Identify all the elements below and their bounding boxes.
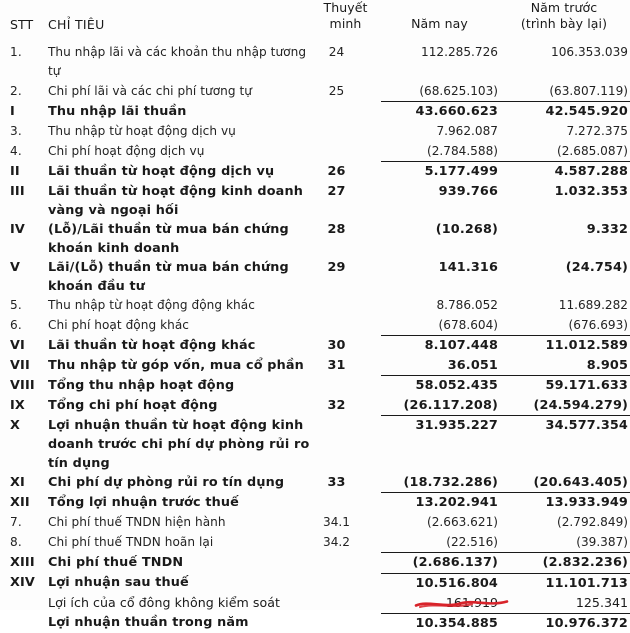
row-note-ref: 28 — [310, 220, 381, 258]
table-row — [0, 142, 630, 162]
row-item: Chi phí thuế TNDN hiện hành — [38, 513, 310, 533]
row-current-value: 58.052.435 — [381, 376, 505, 396]
row-stt: 4. — [0, 142, 38, 162]
row-stt: 1. — [0, 43, 38, 82]
row-previous-value: (20.643.405) — [505, 473, 630, 493]
row-current-value: 112.285.726 — [381, 43, 505, 82]
row-previous-value: 11.012.589 — [505, 336, 630, 356]
header-current-year — [381, 0, 505, 36]
table-row — [0, 473, 630, 493]
header-stt: STT — [0, 0, 38, 36]
row-stt: XII — [0, 493, 38, 513]
header-note — [310, 0, 381, 36]
row-current-value: 141.316 — [381, 258, 505, 296]
table-row — [0, 258, 630, 296]
row-previous-value: (63.807.119) — [505, 82, 630, 102]
row-previous-value: (676.693) — [505, 316, 630, 336]
row-note-ref — [310, 593, 381, 613]
row-current-value: 36.051 — [381, 356, 505, 376]
row-item: Chi phí hoạt động dịch vụ — [38, 142, 310, 162]
header-previous-line1: Năm trước — [505, 0, 623, 16]
table-row — [0, 162, 630, 182]
row-previous-value: 59.171.633 — [505, 376, 630, 396]
table-row — [0, 102, 630, 122]
row-note-ref — [310, 416, 381, 473]
row-note-ref — [310, 553, 381, 574]
row-note-ref: 30 — [310, 336, 381, 356]
row-note-ref — [310, 296, 381, 316]
row-current-value: (68.625.103) — [381, 82, 505, 102]
row-item: Tổng lợi nhuận trước thuế — [38, 493, 310, 513]
table-row — [0, 533, 630, 553]
row-current-value: (10.268) — [381, 220, 505, 258]
header-previous-year — [505, 0, 630, 36]
row-current-value: (2.784.588) — [381, 142, 505, 162]
row-stt: X — [0, 416, 38, 473]
row-item: Lợi ích của cổ đông không kiểm soát — [38, 593, 310, 613]
row-note-ref: 31 — [310, 356, 381, 376]
table-row — [0, 376, 630, 396]
row-note-ref — [310, 122, 381, 142]
row-item: Chi phí dự phòng rủi ro tín dụng — [38, 473, 310, 493]
table-row — [0, 356, 630, 376]
row-current-value: 7.962.087 — [381, 122, 505, 142]
table-row — [0, 416, 630, 473]
row-item: Thu nhập lãi và các khoản thu nhập tương tự — [38, 43, 310, 82]
table-row — [0, 296, 630, 316]
row-current-value: 10.354.885 — [381, 613, 505, 633]
table-row — [0, 122, 630, 142]
row-item: Thu nhập lãi thuần — [38, 102, 310, 122]
row-note-ref — [310, 613, 381, 633]
row-stt: V — [0, 258, 38, 296]
row-note-ref: 34.1 — [310, 513, 381, 533]
row-current-value: 939.766 — [381, 182, 505, 220]
table-row — [0, 82, 630, 102]
row-current-value: 31.935.227 — [381, 416, 505, 473]
row-stt: VIII — [0, 376, 38, 396]
header-note-line1: Thuyết — [323, 0, 367, 15]
row-item: Thu nhập từ hoạt động động khác — [38, 296, 310, 316]
header-previous-line2: (trình bày lại) — [505, 16, 623, 32]
row-note-ref: 29 — [310, 258, 381, 296]
row-note-ref: 33 — [310, 473, 381, 493]
row-current-value: 8.107.448 — [381, 336, 505, 356]
row-current-value: 8.786.052 — [381, 296, 505, 316]
table-row — [0, 316, 630, 336]
row-current-value: 13.202.941 — [381, 493, 505, 513]
row-current-value: (2.663.621) — [381, 513, 505, 533]
row-item: Thu nhập từ hoạt động dịch vụ — [38, 122, 310, 142]
row-current-value: (2.686.137) — [381, 553, 505, 574]
row-stt: 2. — [0, 82, 38, 102]
row-note-ref — [310, 316, 381, 336]
row-note-ref: 32 — [310, 396, 381, 416]
row-note-ref — [310, 493, 381, 513]
row-item: Chi phí thuế TNDN hoãn lại — [38, 533, 310, 553]
row-note-ref: 25 — [310, 82, 381, 102]
header-note-line2: minh — [330, 16, 362, 31]
row-stt: I — [0, 102, 38, 122]
table-row — [0, 396, 630, 416]
row-previous-value: (2.792.849) — [505, 513, 630, 533]
row-previous-value: 9.332 — [505, 220, 630, 258]
row-stt: 6. — [0, 316, 38, 336]
row-item: Lợi nhuận thuần trong năm — [38, 613, 310, 633]
row-stt: II — [0, 162, 38, 182]
table-row — [0, 220, 630, 258]
row-stt: IX — [0, 396, 38, 416]
row-previous-value: 11.689.282 — [505, 296, 630, 316]
table-row — [0, 573, 630, 593]
row-stt: 8. — [0, 533, 38, 553]
row-item: Chi phí hoạt động khác — [38, 316, 310, 336]
row-current-value: (26.117.208) — [381, 396, 505, 416]
row-item: Lãi/(Lỗ) thuần từ mua bán chứng khoán đầu tư — [38, 258, 310, 296]
row-note-ref: 27 — [310, 182, 381, 220]
row-note-ref — [310, 142, 381, 162]
row-item: Tổng chi phí hoạt động — [38, 396, 310, 416]
row-item: Lợi nhuận thuần từ hoạt động kinh doanh trước chi phí dự phòng rủi ro tín dụng — [38, 416, 310, 473]
row-current-value: 161.919 — [381, 593, 505, 613]
header-spacer-cell — [0, 36, 630, 43]
row-previous-value: 7.272.375 — [505, 122, 630, 142]
row-stt: 3. — [0, 122, 38, 142]
row-previous-value: 42.545.920 — [505, 102, 630, 122]
row-stt: XIV — [0, 573, 38, 593]
row-item: Chi phí lãi và các chi phí tương tự — [38, 82, 310, 102]
row-item: Lãi thuần từ hoạt động khác — [38, 336, 310, 356]
row-stt: XIII — [0, 553, 38, 574]
row-previous-value: 13.933.949 — [505, 493, 630, 513]
header-current-line2: Năm nay — [381, 16, 498, 32]
row-item: Thu nhập từ góp vốn, mua cổ phần — [38, 356, 310, 376]
row-note-ref — [310, 102, 381, 122]
row-note-ref — [310, 573, 381, 593]
row-stt: XI — [0, 473, 38, 493]
header-row — [0, 0, 630, 36]
header-item: CHỈ TIÊU — [38, 0, 310, 36]
row-stt: 7. — [0, 513, 38, 533]
table-row — [0, 553, 630, 574]
row-stt: VII — [0, 356, 38, 376]
row-previous-value: 1.032.353 — [505, 182, 630, 220]
table-row — [0, 513, 630, 533]
row-current-value: 10.516.804 — [381, 573, 505, 593]
table-header — [0, 0, 630, 43]
row-current-value: 43.660.623 — [381, 102, 505, 122]
row-current-value: (678.604) — [381, 316, 505, 336]
row-previous-value: (2.685.087) — [505, 142, 630, 162]
row-previous-value: 125.341 — [505, 593, 630, 613]
table-row — [0, 336, 630, 356]
table-row — [0, 593, 630, 613]
row-item: (Lỗ)/Lãi thuần từ mua bán chứng khoán kinh doanh — [38, 220, 310, 258]
row-stt: IV — [0, 220, 38, 258]
row-current-value: 5.177.499 — [381, 162, 505, 182]
row-previous-value: 10.976.372 — [505, 613, 630, 633]
row-previous-value: 8.905 — [505, 356, 630, 376]
row-previous-value: 106.353.039 — [505, 43, 630, 82]
row-previous-value: 4.587.288 — [505, 162, 630, 182]
row-item: Lãi thuần từ hoạt động dịch vụ — [38, 162, 310, 182]
row-current-value: (18.732.286) — [381, 473, 505, 493]
row-previous-value: (2.832.236) — [505, 553, 630, 574]
row-note-ref: 26 — [310, 162, 381, 182]
row-note-ref: 34.2 — [310, 533, 381, 553]
row-stt: VI — [0, 336, 38, 356]
row-previous-value: 11.101.713 — [505, 573, 630, 593]
row-item: Lợi nhuận sau thuế — [38, 573, 310, 593]
row-item: Tổng thu nhập hoạt động — [38, 376, 310, 396]
row-note-ref — [310, 376, 381, 396]
row-previous-value: 34.577.354 — [505, 416, 630, 473]
table-row — [0, 613, 630, 633]
row-previous-value: (24.594.279) — [505, 396, 630, 416]
row-item: Lãi thuần từ hoạt động kinh doanh vàng và ngoại hối — [38, 182, 310, 220]
row-previous-value: (24.754) — [505, 258, 630, 296]
table-row — [0, 182, 630, 220]
row-stt: III — [0, 182, 38, 220]
row-stt — [0, 593, 38, 613]
row-stt — [0, 613, 38, 633]
header-spacer-row — [0, 36, 630, 43]
row-stt: 5. — [0, 296, 38, 316]
table-body — [0, 43, 630, 633]
table-row — [0, 43, 630, 82]
row-previous-value: (39.387) — [505, 533, 630, 553]
row-note-ref: 24 — [310, 43, 381, 82]
table-row — [0, 493, 630, 513]
row-current-value: (22.516) — [381, 533, 505, 553]
row-item: Chi phí thuế TNDN — [38, 553, 310, 574]
